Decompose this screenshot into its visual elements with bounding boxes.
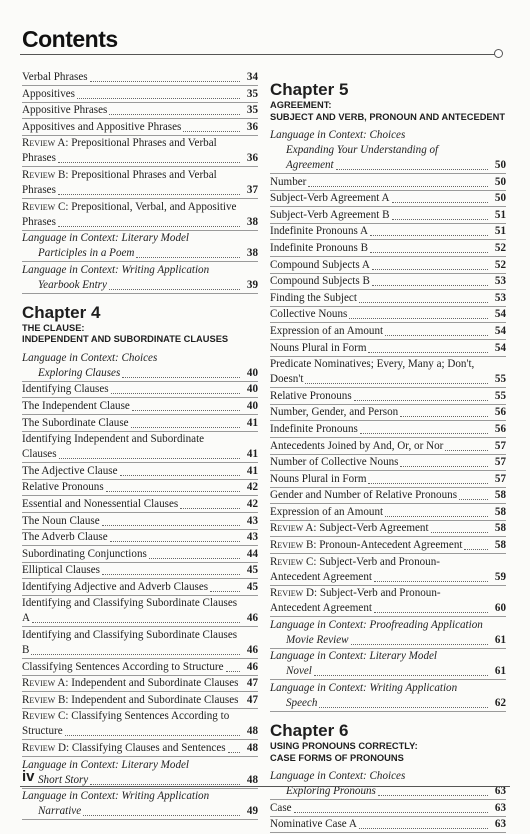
toc-entry-page: 55 [494, 389, 506, 402]
toc-entry-page: 41 [246, 464, 258, 477]
toc-entry[interactable] [270, 405, 506, 420]
dot-leader [110, 541, 240, 542]
toc-entry-label: Appositives and Appositive Phrases [22, 120, 182, 133]
dot-leader [131, 427, 240, 428]
toc-entry-page: 63 [494, 818, 506, 831]
toc-entry-sublabel: Novel [286, 665, 312, 678]
toc-entry-page: 57 [494, 456, 506, 469]
dot-leader [122, 377, 240, 378]
toc-entry-label: Antecedents Joined by And, Or, or Nor [270, 439, 444, 452]
toc-entry-sublabel: Movie Review [286, 633, 349, 646]
toc-entry-label: Compound Subjects B [270, 275, 370, 288]
toc-entry-page: 50 [494, 159, 506, 171]
toc-entry-label: Collective Nouns [270, 308, 348, 321]
toc-entry[interactable] [270, 389, 506, 404]
dot-leader [180, 508, 240, 509]
dot-leader [183, 131, 240, 132]
dot-leader [120, 475, 241, 476]
toc-entry-label: Language in Context: Choices [270, 770, 406, 783]
dot-leader [349, 318, 488, 319]
dot-leader [65, 735, 240, 736]
chapter-title: Chapter 5 [270, 80, 349, 99]
dot-leader [385, 516, 488, 517]
toc-entry-page: 59 [494, 570, 506, 583]
chapter-subtitle: AGREEMENT: [270, 100, 332, 110]
entry-rule [22, 819, 258, 820]
toc-entry-page: 46 [246, 660, 258, 673]
toc-entry-label: Review D: Subject-Verb and Pronoun-Antecedent Agreement [270, 587, 441, 615]
toc-entry[interactable] [270, 488, 506, 503]
toc-entry-page: 61 [494, 665, 506, 678]
toc-entry[interactable] [270, 357, 506, 387]
page-number: iv [22, 768, 35, 785]
toc-entry-page: 57 [494, 472, 506, 485]
toc-entry-page: 57 [494, 439, 506, 452]
dot-leader [368, 352, 488, 353]
dot-leader [385, 335, 488, 336]
left-column [22, 70, 258, 821]
footer-rule [20, 786, 510, 787]
toc-entry[interactable] [270, 439, 506, 454]
dot-leader [210, 591, 240, 592]
toc-entry-label: Predicate Nominatives; Every, Many a; Don't, Doesn't [270, 358, 475, 386]
chapter-subtitle: CASE FORMS OF PRONOUNS [270, 752, 404, 763]
toc-entry[interactable] [22, 741, 258, 756]
toc-entry[interactable] [22, 758, 258, 788]
toc-entry-page: 53 [494, 291, 506, 304]
chapter-title: Chapter 4 [22, 302, 101, 322]
toc-entry[interactable] [270, 555, 506, 585]
toc-entry-page: 63 [494, 785, 506, 798]
toc-entry[interactable] [270, 224, 506, 239]
toc-entry[interactable] [270, 191, 506, 206]
dot-leader [354, 400, 488, 401]
toc-entry-sublabel: Participles in a Poem [38, 247, 135, 260]
toc-entry-label: Relative Pronouns [270, 389, 352, 402]
dot-leader [392, 202, 488, 203]
toc-entry-page: 48 [246, 725, 258, 738]
toc-entry-label: Review B: Independent and Subordinate Clauses [22, 693, 239, 706]
toc-entry-page: 61 [494, 633, 506, 646]
toc-entry-page: 63 [494, 801, 506, 814]
toc-entry-page: 38 [246, 215, 258, 228]
dot-leader [459, 499, 488, 500]
toc-entry-label: Review C: Classifying Sentences According to Structure [22, 710, 230, 738]
toc-entry[interactable] [270, 307, 506, 322]
toc-entry-page: 46 [246, 612, 258, 625]
toc-entry-label: Number, Gender, and Person [270, 406, 399, 419]
toc-entry-page: 35 [246, 104, 258, 117]
toc-entry-page: 51 [494, 208, 506, 221]
toc-entry-page: 47 [246, 677, 258, 690]
toc-entry-page: 50 [494, 192, 506, 205]
toc-entry[interactable] [270, 586, 506, 616]
toc-entry-page: 40 [246, 366, 258, 379]
toc-entry-page: 55 [494, 373, 506, 386]
dot-leader [359, 828, 488, 829]
toc-entry-page: 53 [494, 275, 506, 288]
toc-entry[interactable] [22, 120, 258, 135]
dot-leader [58, 194, 240, 195]
dot-leader [370, 252, 488, 253]
header-rule [20, 54, 496, 55]
toc-entry-page: 54 [494, 324, 506, 337]
dot-leader [109, 114, 240, 115]
dot-leader [294, 812, 488, 813]
toc-entry-page: 43 [246, 531, 258, 544]
toc-entry[interactable] [22, 789, 258, 819]
toc-entry[interactable] [270, 472, 506, 487]
toc-entry[interactable] [22, 596, 258, 626]
toc-entry[interactable] [270, 128, 506, 173]
toc-entry-label: Language in Context: Writing Application [270, 682, 458, 695]
toc-entry-page: 41 [246, 448, 258, 461]
dot-leader [370, 235, 488, 236]
toc-entry-label: Number [270, 175, 307, 188]
toc-entry-label: Elliptical Clauses [22, 564, 100, 577]
toc-entry-label: Expression of an Amount [270, 505, 384, 518]
dot-leader [368, 483, 488, 484]
toc-entry-page: 58 [494, 522, 506, 535]
dot-leader [400, 466, 488, 467]
toc-entry[interactable] [22, 168, 258, 198]
toc-entry-sublabel: Exploring Clauses [38, 366, 121, 379]
toc-entry-page: 48 [246, 742, 258, 755]
toc-entry[interactable] [270, 341, 506, 356]
dot-leader [336, 169, 488, 170]
chapter-title: Chapter 6 [270, 721, 349, 741]
toc-entry[interactable] [270, 274, 506, 289]
toc-entry-page: 62 [494, 697, 506, 710]
toc-entry[interactable] [22, 709, 258, 739]
toc-entry-label: Classifying Sentences According to Structure [22, 660, 224, 673]
dot-leader [136, 257, 240, 258]
toc-entry-label: Finding the Subject [270, 291, 357, 304]
toc-entry-page: 51 [494, 225, 506, 238]
toc-entry-page: 52 [494, 258, 506, 271]
toc-entry-label: Indefinite Pronouns B [270, 241, 368, 254]
entry-rule [270, 711, 506, 712]
toc-entry[interactable] [22, 87, 258, 102]
toc-entry-page: 49 [246, 805, 258, 818]
dot-leader [314, 675, 488, 676]
toc-entry-page: 50 [494, 175, 506, 188]
dot-leader [59, 458, 240, 459]
toc-entry-page: 56 [494, 406, 506, 419]
toc-entry[interactable] [22, 351, 258, 381]
toc-entry[interactable] [22, 382, 258, 397]
toc-entry-page: 45 [246, 580, 258, 593]
toc-entry[interactable] [270, 618, 506, 648]
toc-entry-page: 42 [246, 497, 258, 510]
dot-leader [111, 393, 240, 394]
dot-leader [400, 416, 488, 417]
dot-leader [31, 654, 240, 655]
chapter-subtitle: THE CLAUSE: [22, 322, 85, 333]
toc-entry[interactable] [270, 801, 506, 816]
toc-entry-sublabel: Narrative [38, 805, 82, 818]
toc-entry-label: The Adjective Clause [22, 464, 118, 477]
toc-entry[interactable] [270, 538, 506, 553]
dot-leader [372, 269, 488, 270]
toc-entry-label: Number of Collective Nouns [270, 456, 399, 469]
toc-entry-page: 35 [246, 87, 258, 100]
toc-entry[interactable] [22, 263, 258, 293]
toc-entry-page: 54 [494, 308, 506, 321]
toc-entry[interactable] [22, 200, 258, 230]
toc-entry-label: Identifying Clauses [22, 383, 109, 396]
toc-entry-page: 52 [494, 241, 506, 254]
toc-entry-label: Language in Context: Choices [270, 129, 406, 141]
dot-leader [392, 219, 488, 220]
toc-entry-label: Subject-Verb Agreement B [270, 208, 390, 221]
toc-entry[interactable] [22, 103, 258, 118]
toc-entry[interactable] [270, 291, 506, 306]
toc-entry-page: 39 [246, 278, 258, 291]
dot-leader [83, 815, 240, 816]
toc-entry-page: 54 [494, 341, 506, 354]
toc-entry-label: Language in Context: Literary Model [22, 232, 190, 245]
toc-entry-page: 60 [494, 602, 506, 615]
toc-entry-label: Review B: Pronoun-Antecedent Agreement [270, 539, 463, 552]
page-title: Contents [22, 26, 118, 52]
toc-entry-label: Review C: Subject-Verb and Pronoun-Antecedent Agreement [270, 555, 440, 583]
toc-entry-label: Compound Subjects A [270, 258, 370, 271]
toc-entry-page: 46 [246, 644, 258, 657]
dot-leader [374, 581, 488, 582]
toc-entry-label: Language in Context: Writing Application [22, 263, 210, 276]
toc-entry-label: Indefinite Pronouns A [270, 225, 368, 238]
toc-entry-sublabel: Yearbook Entry [38, 278, 107, 291]
toc-entry-page: 47 [246, 693, 258, 706]
toc-entry[interactable] [22, 676, 258, 691]
toc-entry[interactable] [270, 422, 506, 437]
toc-entry-label: Nouns Plural in Form [270, 341, 367, 354]
toc-entry[interactable] [22, 416, 258, 431]
toc-entry-label: Identifying Adjective and Adverb Clauses [22, 580, 209, 593]
toc-entry-page: 58 [494, 505, 506, 518]
toc-entry-label: Nominative Case A [270, 818, 357, 831]
toc-entry-label: The Noun Clause [22, 514, 100, 527]
toc-entry[interactable] [270, 324, 506, 339]
toc-entry-label: Nouns Plural in Form [270, 472, 367, 485]
dot-leader [374, 612, 488, 613]
dot-leader [431, 532, 488, 533]
toc-entry-page: 36 [246, 152, 258, 165]
dot-leader [305, 383, 488, 384]
toc-entry-label: Review B: Prepositional Phrases and Verbal Phrases [22, 168, 217, 196]
dot-leader [58, 162, 240, 163]
dot-leader [109, 289, 240, 290]
toc-entry-page: 36 [246, 120, 258, 133]
toc-entry-label: Case [270, 801, 292, 814]
toc-entry-page: 34 [246, 71, 258, 83]
toc-entry[interactable] [22, 628, 258, 658]
header-circle-ornament [494, 49, 503, 58]
toc-entry[interactable] [22, 432, 258, 462]
dot-leader [308, 186, 488, 187]
toc-entry-page: 58 [494, 539, 506, 552]
dot-leader [464, 549, 488, 550]
toc-entry[interactable] [270, 208, 506, 223]
toc-entry-label: The Subordinate Clause [22, 416, 129, 429]
dot-leader [228, 752, 240, 753]
toc-entry[interactable] [22, 530, 258, 545]
toc-entry-label: Essential and Nonessential Clauses [22, 497, 179, 510]
dot-leader [90, 81, 240, 82]
toc-entry-label: The Adverb Clause [22, 531, 108, 544]
toc-entry-label: Language in Context: Literary Model [270, 650, 438, 663]
toc-entry-sublabel: Speech [286, 697, 318, 710]
toc-entry-page: 37 [246, 183, 258, 196]
toc-entry-label: Relative Pronouns [22, 481, 104, 494]
toc-entry[interactable] [22, 136, 258, 166]
dot-leader [378, 795, 488, 796]
dot-leader [351, 644, 488, 645]
toc-entry-page: 42 [246, 481, 258, 494]
toc-entry[interactable] [22, 547, 258, 562]
toc-entry[interactable] [270, 769, 506, 799]
toc-entry-label: Language in Context: Literary Model [22, 758, 190, 771]
toc-entry-label: Review D: Classifying Clauses and Sentences [22, 742, 226, 755]
toc-entry[interactable] [22, 231, 258, 261]
toc-entry[interactable] [22, 514, 258, 529]
toc-entry-label: Review A: Subject-Verb Agreement [270, 522, 429, 535]
dot-leader [106, 491, 240, 492]
toc-entry-sublabel: Short Story [38, 773, 89, 786]
toc-entry-page: 43 [246, 514, 258, 527]
dot-leader [360, 433, 488, 434]
dot-leader [372, 285, 488, 286]
page-header [0, 0, 530, 60]
toc-entry-page: 58 [494, 489, 506, 502]
toc-entry-label: Review A: Independent and Subordinate Clauses [22, 677, 239, 690]
toc-entry-page: 45 [246, 564, 258, 577]
toc-entry-page: 41 [246, 416, 258, 429]
toc-entry[interactable] [270, 817, 506, 832]
toc-entry-label: Appositive Phrases [22, 104, 108, 117]
entry-rule [22, 293, 258, 294]
toc-entry[interactable] [270, 521, 506, 536]
toc-entry-label: Subject-Verb Agreement A [270, 192, 390, 205]
toc-entry[interactable] [270, 681, 506, 711]
toc-entry[interactable] [22, 497, 258, 512]
toc-entry-page: 38 [246, 247, 258, 260]
dot-leader [132, 410, 240, 411]
toc-entry-label: Language in Context: Proofreading Application [270, 618, 483, 631]
toc-entry[interactable] [22, 563, 258, 578]
toc-entry[interactable] [22, 693, 258, 708]
toc-entry-label: Indefinite Pronouns [270, 422, 358, 435]
toc-entry[interactable] [270, 649, 506, 679]
toc-entry-label: Expression of an Amount [270, 324, 384, 337]
toc-entry[interactable] [270, 455, 506, 470]
toc-entry-sublabel: Exploring Pronouns [286, 785, 376, 798]
toc-entry-label: Identifying Independent and Subordinate Clauses [22, 433, 205, 461]
chapter-subtitle: SUBJECT AND VERB, PRONOUN AND ANTECEDENT [270, 111, 506, 122]
dot-leader [32, 622, 240, 623]
toc-entry[interactable] [22, 580, 258, 595]
toc-entry-page: 40 [246, 383, 258, 396]
toc-entry-label: Identifying and Classifying Subordinate Clauses A [22, 597, 238, 625]
toc-entry[interactable] [22, 399, 258, 414]
toc-entry-page: 56 [494, 422, 506, 435]
dot-leader [359, 302, 488, 303]
toc-entry[interactable] [270, 258, 506, 273]
toc-entry-label: Subordinating Conjunctions [22, 547, 147, 560]
toc-entry-label: Appositives [22, 87, 76, 100]
toc-entry[interactable] [22, 480, 258, 495]
dot-leader [58, 226, 240, 227]
chapter-subtitle: USING PRONOUNS CORRECTLY: [270, 741, 418, 752]
entry-rule [270, 832, 506, 833]
dot-leader [445, 450, 488, 451]
toc-entry[interactable] [270, 175, 506, 190]
toc-entry-sublabel: Expanding Your Understanding of Agreement [286, 144, 439, 171]
toc-entry-page: 44 [246, 547, 258, 560]
dot-leader [77, 98, 240, 99]
toc-entry-page: 48 [246, 773, 258, 786]
toc-entry[interactable] [270, 241, 506, 256]
toc-entry-label: Review C: Prepositional, Verbal, and Appositive Phrases [22, 200, 237, 228]
toc-entry-page: 40 [246, 399, 258, 412]
dot-leader [102, 574, 240, 575]
toc-entry-label: Language in Context: Choices [22, 351, 158, 364]
toc-entry[interactable] [270, 505, 506, 520]
dot-leader [102, 525, 240, 526]
toc-entry[interactable] [22, 70, 258, 85]
dot-leader [149, 558, 240, 559]
toc-entry-label: Verbal Phrases [22, 71, 88, 83]
toc-entry-label: Gender and Number of Relative Pronouns [270, 489, 458, 502]
toc-entry-label: Review A: Prepositional Phrases and Verbal Phrases [22, 137, 217, 165]
toc-entry[interactable] [22, 660, 258, 675]
toc-entry-label: Language in Context: Writing Application [22, 790, 210, 803]
dot-leader [319, 707, 488, 708]
chapter-subtitle: INDEPENDENT AND SUBORDINATE CLAUSES [22, 334, 229, 345]
dot-leader [90, 784, 240, 785]
dot-leader [226, 671, 241, 672]
toc-entry-label: The Independent Clause [22, 399, 130, 412]
toc-entry-label: Identifying and Classifying Subordinate Clauses B [22, 629, 238, 657]
right-column [270, 70, 506, 834]
toc-entry[interactable] [22, 464, 258, 479]
